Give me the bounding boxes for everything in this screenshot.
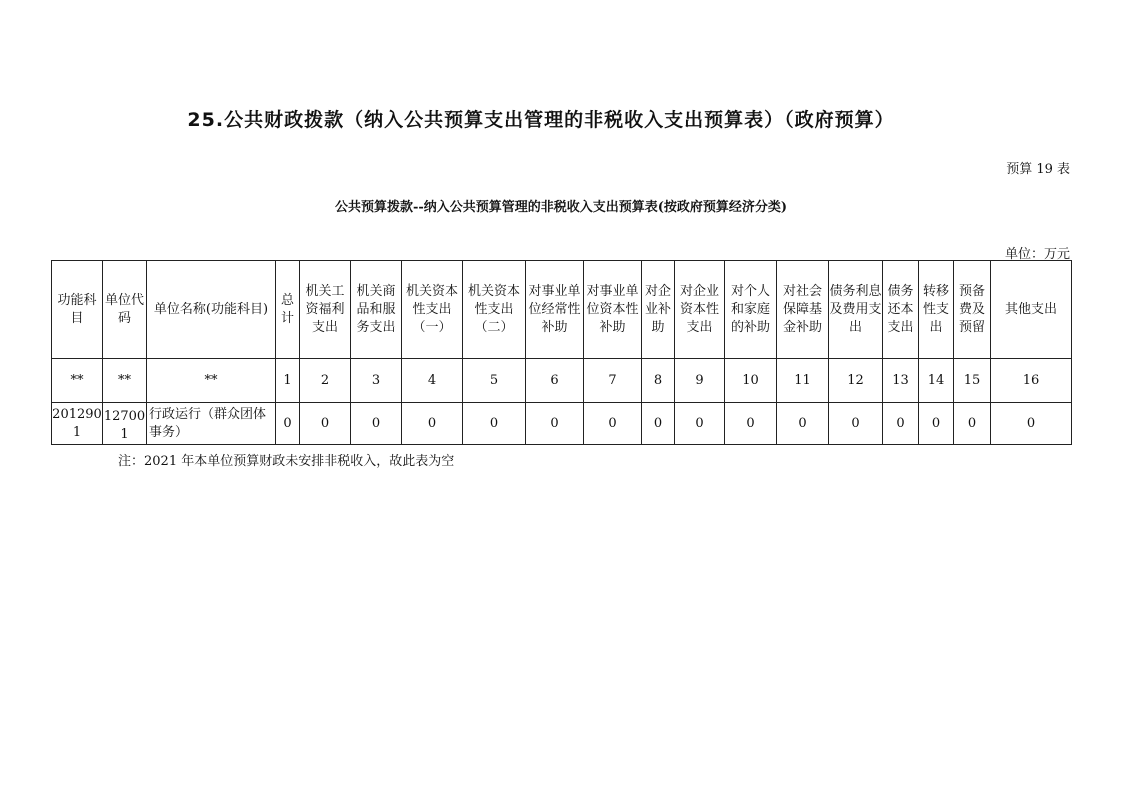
table-number: 预算 19 表 — [1006, 162, 1070, 177]
code-cell: 10 — [725, 359, 777, 403]
header-cell: 机关商品和服务支出 — [351, 261, 402, 359]
table-subtitle: 公共预算拨款--纳入公共预算管理的非税收入支出预算表(按政府预算经济分类) — [334, 200, 788, 215]
value-cell: 0 — [777, 403, 829, 445]
code-cell: 11 — [777, 359, 829, 403]
code-cell: 16 — [991, 359, 1072, 403]
value-cell: 0 — [526, 403, 584, 445]
value-cell: 0 — [402, 403, 463, 445]
header-cell: 总计 — [276, 261, 300, 359]
unit-name-cell: 行政运行（群众团体事务） — [147, 403, 276, 445]
code-cell: 12 — [829, 359, 883, 403]
unit-label: 单位：万元 — [1004, 247, 1070, 262]
code-cell: 13 — [883, 359, 919, 403]
header-cell: 对事业单位经常性补助 — [526, 261, 584, 359]
value-cell: 0 — [642, 403, 675, 445]
unit-code-cell: 127001 — [103, 403, 147, 445]
value-cell: 0 — [276, 403, 300, 445]
code-cell: 6 — [526, 359, 584, 403]
value-cell: 0 — [463, 403, 526, 445]
func-code-cell: 2012901 — [52, 403, 103, 445]
value-cell: 0 — [954, 403, 991, 445]
header-cell: 机关资本性支出（二） — [463, 261, 526, 359]
column-code-row — [52, 359, 1072, 403]
header-cell: 对企业资本性支出 — [675, 261, 725, 359]
code-cell: ** — [147, 359, 276, 403]
value-cell: 0 — [991, 403, 1072, 445]
header-cell: 对社会保障基金补助 — [777, 261, 829, 359]
header-cell: 单位名称(功能科目) — [147, 261, 276, 359]
code-cell: 3 — [351, 359, 402, 403]
value-cell: 0 — [829, 403, 883, 445]
header-cell: 债务还本支出 — [883, 261, 919, 359]
value-cell: 0 — [919, 403, 954, 445]
code-cell: 5 — [463, 359, 526, 403]
value-cell: 0 — [351, 403, 402, 445]
value-cell: 0 — [883, 403, 919, 445]
header-cell: 债务利息及费用支出 — [829, 261, 883, 359]
code-cell: 2 — [300, 359, 351, 403]
code-cell: 4 — [402, 359, 463, 403]
code-cell: 1 — [276, 359, 300, 403]
code-cell: 9 — [675, 359, 725, 403]
value-cell: 0 — [584, 403, 642, 445]
header-cell: 对事业单位资本性补助 — [584, 261, 642, 359]
header-cell: 对个人和家庭的补助 — [725, 261, 777, 359]
header-cell: 机关资本性支出（一） — [402, 261, 463, 359]
table-note: 注：2021 年本单位预算财政未安排非税收入，故此表为空 — [118, 454, 455, 469]
value-cell: 0 — [675, 403, 725, 445]
header-cell: 功能科目 — [52, 261, 103, 359]
header-cell: 其他支出 — [991, 261, 1072, 359]
value-cell: 0 — [725, 403, 777, 445]
code-cell: 15 — [954, 359, 991, 403]
header-cell: 转移性支出 — [919, 261, 954, 359]
header-cell: 预备费及预留 — [954, 261, 991, 359]
value-cell: 0 — [300, 403, 351, 445]
header-cell: 机关工资福利支出 — [300, 261, 351, 359]
code-cell: ** — [103, 359, 147, 403]
page-title: 25.公共财政拨款（纳入公共预算支出管理的非税收入支出预算表）（政府预算） — [187, 109, 895, 131]
table-row — [52, 403, 1072, 445]
code-cell: 7 — [584, 359, 642, 403]
code-cell: ** — [52, 359, 103, 403]
budget-table — [51, 260, 1072, 445]
header-row — [52, 261, 1072, 359]
code-cell: 8 — [642, 359, 675, 403]
header-cell: 单位代码 — [103, 261, 147, 359]
header-cell: 对企业补助 — [642, 261, 675, 359]
code-cell: 14 — [919, 359, 954, 403]
